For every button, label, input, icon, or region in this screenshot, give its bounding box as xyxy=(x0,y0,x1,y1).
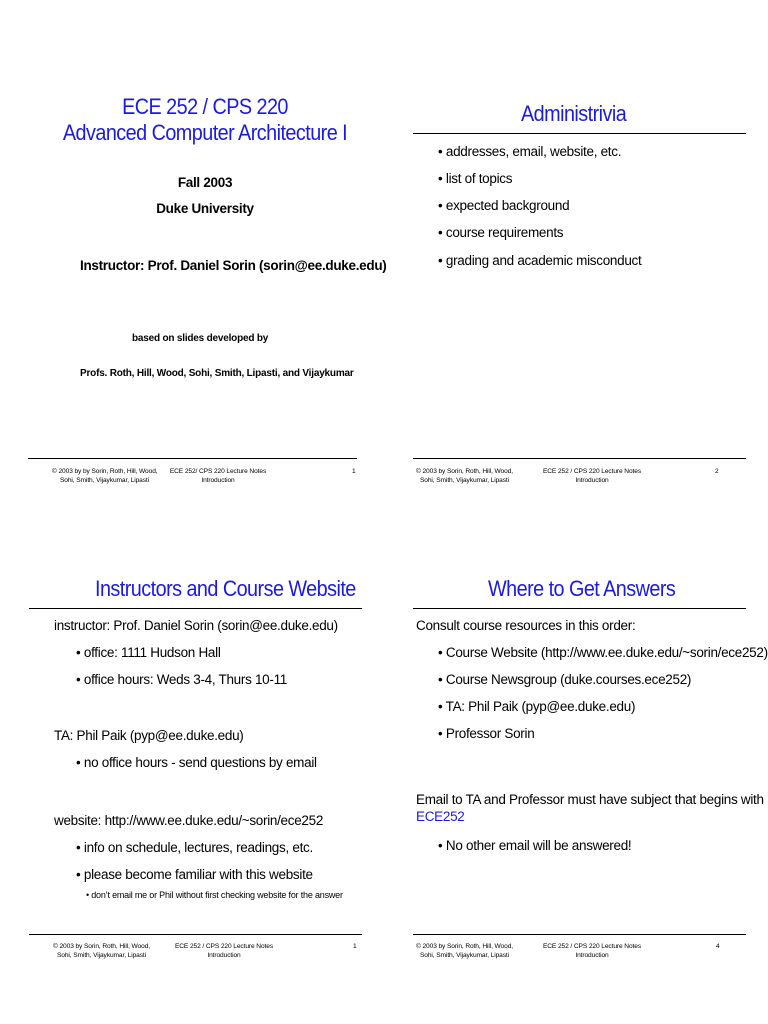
bullet-grading: • grading and academic misconduct xyxy=(438,253,642,268)
ta-note-bullet: • no office hours - send questions by email xyxy=(76,755,317,770)
slide-3 xyxy=(0,512,384,1024)
page-number: 1 xyxy=(353,943,357,950)
bullet-newsgroup: • Course Newsgroup (duke.courses.ece252) xyxy=(438,672,692,687)
instructor-line: Instructor: Prof. Daniel Sorin (sorin@ee.duke.edu) xyxy=(80,258,387,273)
footer-copyright: © 2003 by by Sorin, Roth, Hill, Wood, Sohi, Smith, Vijaykumar, Lipasti xyxy=(52,468,158,484)
email-rule-line: Email to TA and Professor must have subject that begins with xyxy=(416,792,764,807)
footer-course: ECE 252/ CPS 220 Lecture Notes Introduction xyxy=(169,468,267,484)
footer-course: ECE 252 / CPS 220 Lecture Notes Introduction xyxy=(542,468,642,484)
university: Duke University xyxy=(156,201,254,216)
intro-line: Consult course resources in this order: xyxy=(416,618,636,633)
page-number: 1 xyxy=(352,468,356,475)
slide-1 xyxy=(0,0,387,512)
bullet-background: • expected background xyxy=(438,198,570,213)
website-sub-bullet: • don’t email me or Phil without first checking website for the answer xyxy=(86,890,343,900)
bullet-addresses: • addresses, email, website, etc. xyxy=(438,144,622,159)
footer-divider xyxy=(413,934,746,935)
profs-line: Profs. Roth, Hill, Wood, Sohi, Smith, Lipasti, and Vijaykumar xyxy=(80,368,354,379)
bullet-website: • Course Website (http://www.ee.duke.edu/~sorin/ece252) xyxy=(438,645,768,660)
course-title: ECE 252 / CPS 220 xyxy=(122,94,288,119)
footer-divider xyxy=(29,934,362,935)
title-divider xyxy=(413,133,746,134)
website-line: website: http://www.ee.duke.edu/~sorin/ece252 xyxy=(54,813,324,828)
slide-4 xyxy=(384,512,768,1024)
bullet-professor: • Professor Sorin xyxy=(438,726,535,741)
footer-divider xyxy=(28,458,357,459)
page-number: 4 xyxy=(716,943,720,950)
ta-line: TA: Phil Paik (pyp@ee.duke.edu) xyxy=(54,728,244,743)
email-note-bullet: • No other email will be answered! xyxy=(438,838,632,853)
slide-title: Instructors and Course Website xyxy=(95,576,356,601)
title-divider xyxy=(413,608,746,609)
slide-2 xyxy=(384,0,768,512)
term: Fall 2003 xyxy=(177,175,233,190)
title-divider xyxy=(29,608,362,609)
slide-title: Administrivia xyxy=(521,101,627,126)
footer-copyright: © 2003 by Sorin, Roth, Hill, Wood, Sohi, Smith, Vijaykumar, Lipasti xyxy=(53,943,150,959)
footer-copyright: © 2003 by Sorin, Roth, Hill, Wood, Sohi, Smith, Vijaykumar, Lipasti xyxy=(416,468,513,484)
footer-course: ECE 252 / CPS 220 Lecture Notes Introduction xyxy=(174,943,274,959)
footer-copyright: © 2003 by Sorin, Roth, Hill, Wood, Sohi, Smith, Vijaykumar, Lipasti xyxy=(416,943,513,959)
footer-course: ECE 252 / CPS 220 Lecture Notes Introduction xyxy=(542,943,642,959)
office-bullet: • office: 1111 Hudson Hall xyxy=(76,645,221,660)
course-subtitle: Advanced Computer Architecture I xyxy=(62,120,348,145)
instructor-line: instructor: Prof. Daniel Sorin (sorin@ee.duke.edu) xyxy=(54,618,338,633)
bullet-topics: • list of topics xyxy=(438,171,513,186)
based-on-line: based on slides developed by xyxy=(132,333,269,344)
office-hours-bullet: • office hours: Weds 3-4, Thurs 10-11 xyxy=(76,672,287,687)
footer-divider xyxy=(413,458,746,459)
slide-title: Where to Get Answers xyxy=(488,576,676,601)
website-info-bullet: • info on schedule, lectures, readings, etc. xyxy=(76,840,313,855)
bullet-ta: • TA: Phil Paik (pyp@ee.duke.edu) xyxy=(438,699,636,714)
page-number: 2 xyxy=(715,468,719,475)
email-subject-prefix: ECE252 xyxy=(416,809,465,824)
website-familiar-bullet: • please become familiar with this website xyxy=(76,867,313,882)
bullet-requirements: • course requirements xyxy=(438,225,564,240)
